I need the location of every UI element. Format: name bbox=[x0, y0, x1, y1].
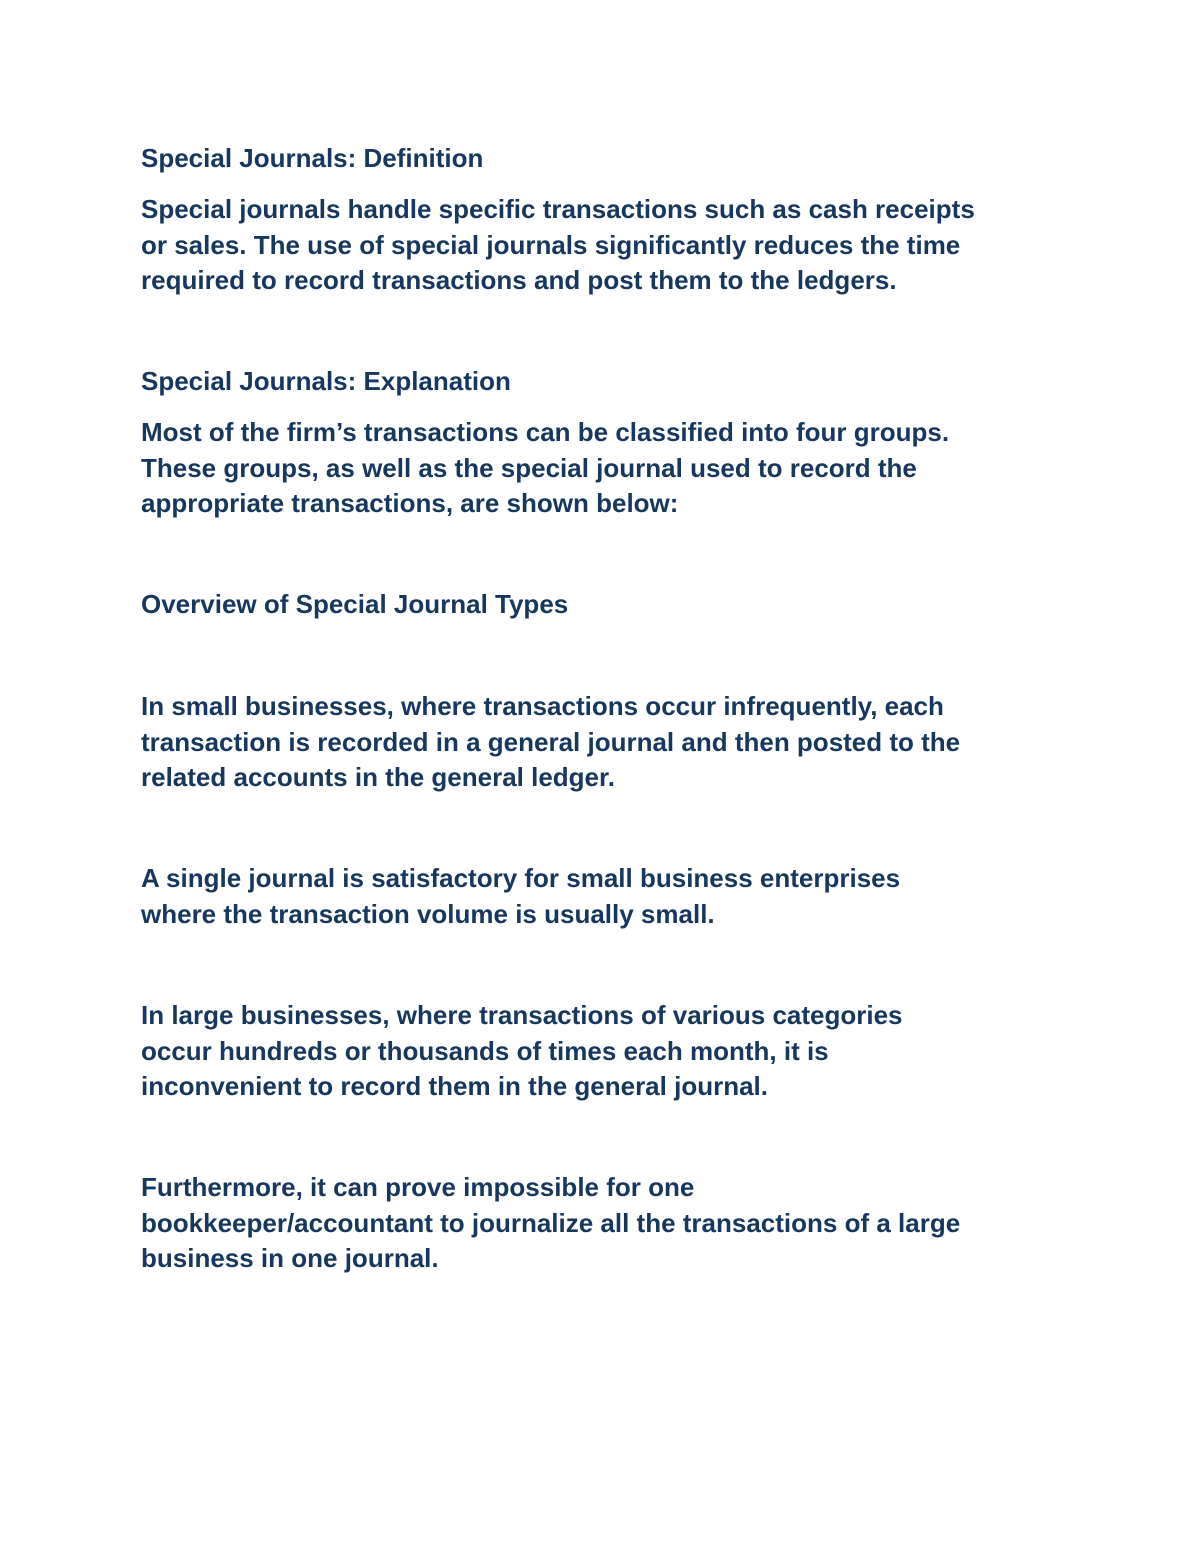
furthermore-paragraph bbox=[141, 1170, 1101, 1277]
heading-overview bbox=[141, 587, 1101, 623]
paragraph-line: A single journal is satisfactory for small business enterprises bbox=[141, 863, 901, 893]
explanation-paragraph bbox=[141, 415, 1101, 522]
paragraph-line: In large businesses, where transactions of various categories bbox=[141, 1000, 903, 1030]
small-business-paragraph bbox=[141, 689, 1101, 796]
heading-definition-text: Special Journals: Definition bbox=[141, 143, 484, 173]
paragraph-line: Most of the firm’s transactions can be classified into four groups. bbox=[141, 417, 950, 447]
paragraph-line: occur hundreds or thousands of times each month, it is bbox=[141, 1035, 829, 1066]
paragraph-line: bookkeeper/accountant to journalize all the transactions of a large bbox=[141, 1207, 961, 1238]
paragraph-line: Special journals handle specific transactions such as cash receipts bbox=[141, 194, 975, 224]
paragraph-line: These groups, as well as the special journal used to record the bbox=[141, 452, 917, 483]
paragraph-line: related accounts in the general ledger. bbox=[141, 762, 615, 792]
heading-overview-text: Overview of Special Journal Types bbox=[141, 589, 569, 619]
paragraph-line: In small businesses, where transactions occur infrequently, each bbox=[141, 691, 944, 721]
paragraph-line: required to record transactions and post them to the ledgers. bbox=[141, 265, 897, 295]
paragraph-line: inconvenient to record them in the general journal. bbox=[141, 1071, 768, 1101]
paragraph-line: appropriate transactions, are shown below: bbox=[141, 488, 679, 518]
large-business-paragraph bbox=[141, 998, 1101, 1105]
paragraph-line: where the transaction volume is usually small. bbox=[141, 898, 715, 929]
paragraph-line: or sales. The use of special journals significantly reduces the time bbox=[141, 229, 961, 260]
heading-explanation bbox=[141, 364, 1101, 400]
definition-paragraph bbox=[141, 192, 1101, 299]
heading-explanation-text: Special Journals: Explanation bbox=[141, 366, 511, 396]
single-journal-paragraph bbox=[141, 861, 1101, 932]
paragraph-line: transaction is recorded in a general journal and then posted to the bbox=[141, 726, 961, 757]
paragraph-line: Furthermore, it can prove impossible for one bbox=[141, 1172, 695, 1202]
paragraph-line: business in one journal. bbox=[141, 1243, 439, 1273]
heading-definition bbox=[141, 141, 1101, 177]
